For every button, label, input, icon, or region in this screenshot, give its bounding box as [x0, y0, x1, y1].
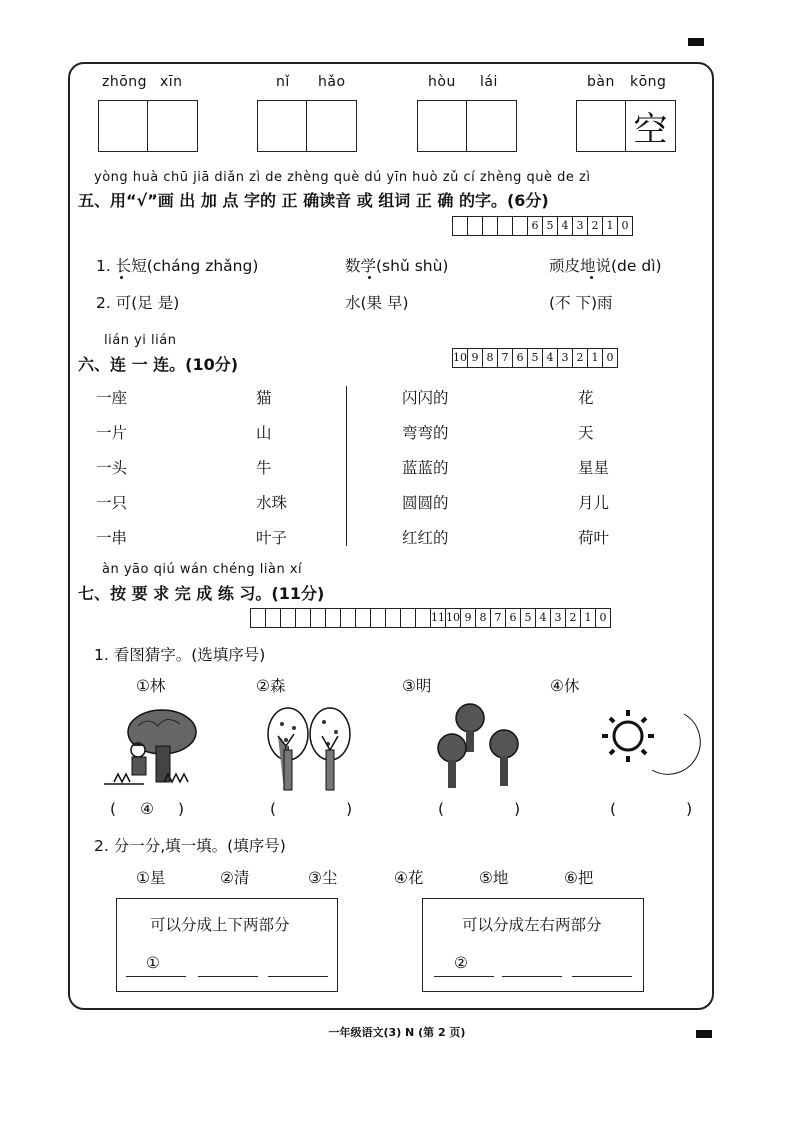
emphasis-dot [120, 276, 123, 279]
column-divider [346, 386, 347, 546]
q7-2-option-4: ④花 [394, 869, 424, 887]
answer-blank[interactable] [434, 976, 494, 977]
match-right-a-1[interactable]: 闪闪的 [402, 389, 449, 407]
section5-title: 五、用“√”画 出 加 点 字的 正 确读音 或 组词 正 确 的字。(6分) [78, 191, 549, 210]
writing-cell[interactable] [577, 101, 626, 151]
match-right-a-4[interactable]: 圆圆的 [402, 494, 449, 512]
section7-score-box: 11 10 9 8 7 6 5 4 3 2 1 0 [250, 608, 611, 628]
q7-2-option-1: ①星 [136, 869, 166, 887]
q5-item-5: 水(果 早) [345, 294, 409, 312]
match-left-b-3[interactable]: 牛 [256, 459, 272, 477]
answer-blank[interactable] [198, 976, 258, 977]
match-right-b-2[interactable]: 天 [578, 424, 594, 442]
section6-title: 六、连 一 连。(10分) [78, 355, 239, 374]
answer-paren-2[interactable]: ( ) [270, 800, 353, 818]
answer-box-2-first: ② [454, 954, 468, 972]
q7-1-option-3: ③明 [402, 677, 432, 695]
answer-box-1-title: 可以分成上下两部分 [150, 916, 290, 934]
match-right-b-5[interactable]: 荷叶 [578, 529, 610, 547]
match-left-a-4[interactable]: 一只 [96, 494, 128, 512]
q5-item-1: 1. 长短(cháng zhǎng) [96, 257, 259, 275]
writing-grid-3 [417, 100, 517, 152]
match-right-b-3[interactable]: 星星 [578, 459, 610, 477]
q5-item-3: 顽皮地说(de dì) [549, 257, 662, 275]
match-right-a-3[interactable]: 蓝蓝的 [402, 459, 449, 477]
writing-cell[interactable] [307, 101, 356, 151]
q5-item-6: (不 下)雨 [549, 294, 613, 312]
writing-grid-2 [257, 100, 357, 152]
q5-item-2: 数学(shǔ shù) [345, 257, 449, 275]
q7-2-option-6: ⑥把 [564, 869, 594, 887]
grid-pinyin-2a: nǐ [276, 74, 290, 90]
rest-under-tree-picture [104, 706, 200, 790]
answer-paren-1[interactable]: ( ④ ) [110, 800, 185, 818]
grid-pinyin-4a: bàn [587, 74, 615, 90]
two-trees-picture [264, 706, 356, 792]
answer-paren-4[interactable]: ( ) [610, 800, 693, 818]
q7-1-option-4: ④休 [550, 677, 580, 695]
section5-score-box: 6 5 4 3 2 1 0 [452, 216, 633, 236]
q7-2-option-3: ③尘 [308, 869, 338, 887]
section7-pinyin: àn yāo qiú wán chéng liàn xí [102, 562, 303, 577]
answer-blank[interactable] [502, 976, 562, 977]
grid-pinyin-3a: hòu [428, 74, 456, 90]
writing-cell[interactable] [99, 101, 148, 151]
match-left-a-3[interactable]: 一头 [96, 459, 128, 477]
corner-mark-top [688, 38, 704, 46]
three-trees-picture [432, 700, 528, 792]
match-right-b-1[interactable]: 花 [578, 389, 594, 407]
writing-grid-1 [98, 100, 198, 152]
grid-pinyin-4b: kōng [630, 74, 667, 90]
q7-1-option-1: ①林 [136, 677, 166, 695]
page-footer: 一年级语文(3) N (第 2 页) [328, 1026, 466, 1039]
q7-1-option-2: ②森 [256, 677, 286, 695]
writing-cell[interactable] [467, 101, 516, 151]
answer-box-1-first: ① [146, 954, 160, 972]
answer-box-2-title: 可以分成左右两部分 [462, 916, 602, 934]
writing-grid-4 [576, 100, 676, 152]
match-right-a-2[interactable]: 弯弯的 [402, 424, 449, 442]
section6-pinyin: lián yi lián [104, 333, 177, 348]
writing-cell[interactable] [258, 101, 307, 151]
match-left-a-1[interactable]: 一座 [96, 389, 128, 407]
q7-2-title: 2. 分一分,填一填。(填序号) [94, 837, 286, 855]
match-right-a-5[interactable]: 红红的 [402, 529, 449, 547]
q5-item-4: 2. 可(足 是) [96, 294, 180, 312]
grid-pinyin-1a: zhōng [102, 74, 148, 90]
answer-blank[interactable] [572, 976, 632, 977]
match-left-b-5[interactable]: 叶子 [256, 529, 288, 547]
sun-moon-picture [600, 706, 704, 782]
match-right-b-4[interactable]: 月儿 [578, 494, 610, 512]
section7-title: 七、按 要 求 完 成 练 习。(11分) [78, 584, 325, 603]
emphasis-dot [590, 276, 593, 279]
section5-pinyin: yòng huà chū jiā diǎn zì de zhèng què dú yīn huò zǔ cí zhèng què de zì [94, 170, 591, 185]
match-left-b-1[interactable]: 猫 [256, 389, 272, 407]
match-left-a-2[interactable]: 一片 [96, 424, 128, 442]
answer-blank[interactable] [268, 976, 328, 977]
grid-pinyin-2b: hǎo [318, 74, 346, 90]
grid-pinyin-1b: xīn [160, 74, 183, 90]
match-left-b-4[interactable]: 水珠 [256, 494, 288, 512]
emphasis-dot [368, 276, 371, 279]
answer-paren-3[interactable]: ( ) [438, 800, 521, 818]
writing-cell[interactable] [148, 101, 197, 151]
q7-1-title: 1. 看图猜字。(选填序号) [94, 646, 266, 664]
writing-cell[interactable] [418, 101, 467, 151]
q7-2-option-5: ⑤地 [479, 869, 509, 887]
answer-blank[interactable] [126, 976, 186, 977]
match-left-b-2[interactable]: 山 [256, 424, 272, 442]
grid-pinyin-3b: lái [480, 74, 498, 90]
q7-2-option-2: ②清 [220, 869, 250, 887]
match-left-a-5[interactable]: 一串 [96, 529, 128, 547]
section6-score-box: 10 9 8 7 6 5 4 3 2 1 0 [452, 348, 618, 368]
writing-cell[interactable]: 空 [626, 101, 675, 151]
